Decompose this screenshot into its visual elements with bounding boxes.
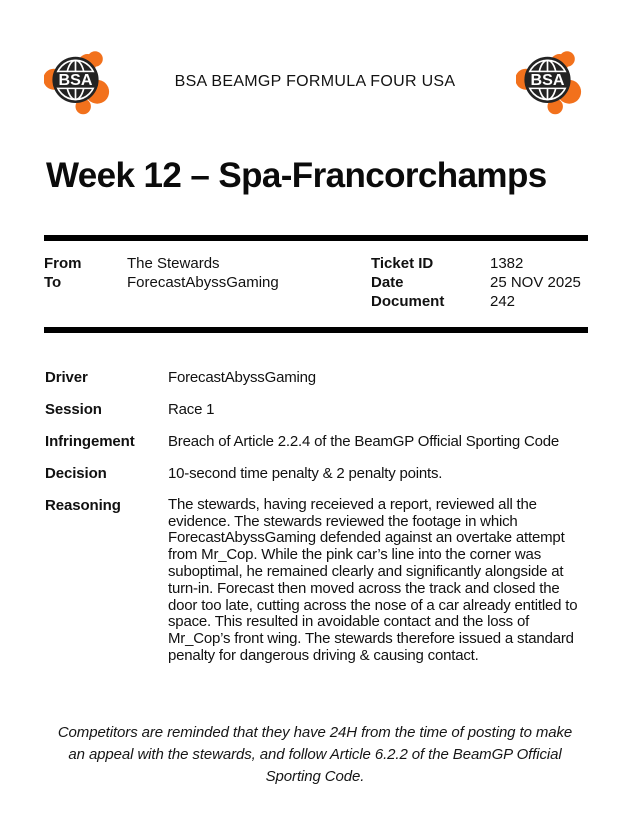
bsa-globe-logo-left (44, 48, 114, 116)
field-value-session: Race 1 (168, 400, 215, 418)
field-label-session: Session (45, 400, 102, 418)
field-row-decision (45, 465, 588, 482)
field-value-driver: ForecastAbyssGaming (168, 368, 316, 386)
field-row-reasoning (45, 497, 588, 665)
meta-value-from: The Stewards (127, 254, 220, 272)
meta-value-date: 25 NOV 2025 (490, 273, 581, 291)
logo-text-right: BSA (530, 70, 565, 89)
decision-fields (45, 369, 588, 665)
field-label-driver: Driver (45, 368, 88, 386)
meta-block (44, 235, 588, 333)
bsa-globe-logo-right (516, 48, 586, 116)
field-label-decision: Decision (45, 464, 107, 482)
document-header (44, 48, 586, 116)
org-title: BSA BEAMGP FORMULA FOUR USA (174, 73, 456, 90)
field-value-infringement: Breach of Article 2.2.4 of the BeamGP Official Sporting Code (168, 432, 560, 450)
field-value-decision: 10-second time penalty & 2 penalty points. (168, 464, 443, 482)
page-title: Week 12 – Spa-Francorchamps (46, 156, 547, 195)
meta-value-ticket-id: 1382 (490, 254, 524, 272)
field-value-reasoning: The stewards, having receieved a report, reviewed all the evidence. The stewards reviewed the footage in which ForecastAbyssGaming defended against an overtake attempt from Mr_Cop. While the pink car’s line into the corner was suboptimal, he remained clearly and significantly alongside at turn-in. Forecast then moved across the track and closed the door too late, cutting across the nose of a car already entitled to space. This resulted in avoidable contact and the loss of Mr_Cop’s front wing. The stewards therefore issued a standard penalty for dangerous driving & causing contact. (168, 495, 578, 664)
appeal-note: Competitors are reminded that they have 24H from the time of posting to make an appeal with the stewards, and follow Article 6.2.2 of the BeamGP Official Sporting Code. (57, 724, 573, 785)
field-row-session (45, 401, 588, 418)
meta-value-to: ForecastAbyssGaming (127, 273, 279, 291)
meta-value-document: 242 (490, 292, 516, 310)
field-label-infringement: Infringement (45, 432, 135, 450)
meta-label-ticket-id: Ticket ID (371, 254, 434, 272)
field-label-reasoning: Reasoning (45, 496, 121, 514)
meta-label-to: To (44, 273, 62, 291)
logo-text-left: BSA (58, 70, 93, 89)
meta-label-document: Document (371, 292, 445, 310)
meta-label-date: Date (371, 273, 404, 291)
meta-label-from: From (44, 254, 82, 272)
field-row-driver (45, 369, 588, 386)
field-row-infringement (45, 433, 588, 450)
